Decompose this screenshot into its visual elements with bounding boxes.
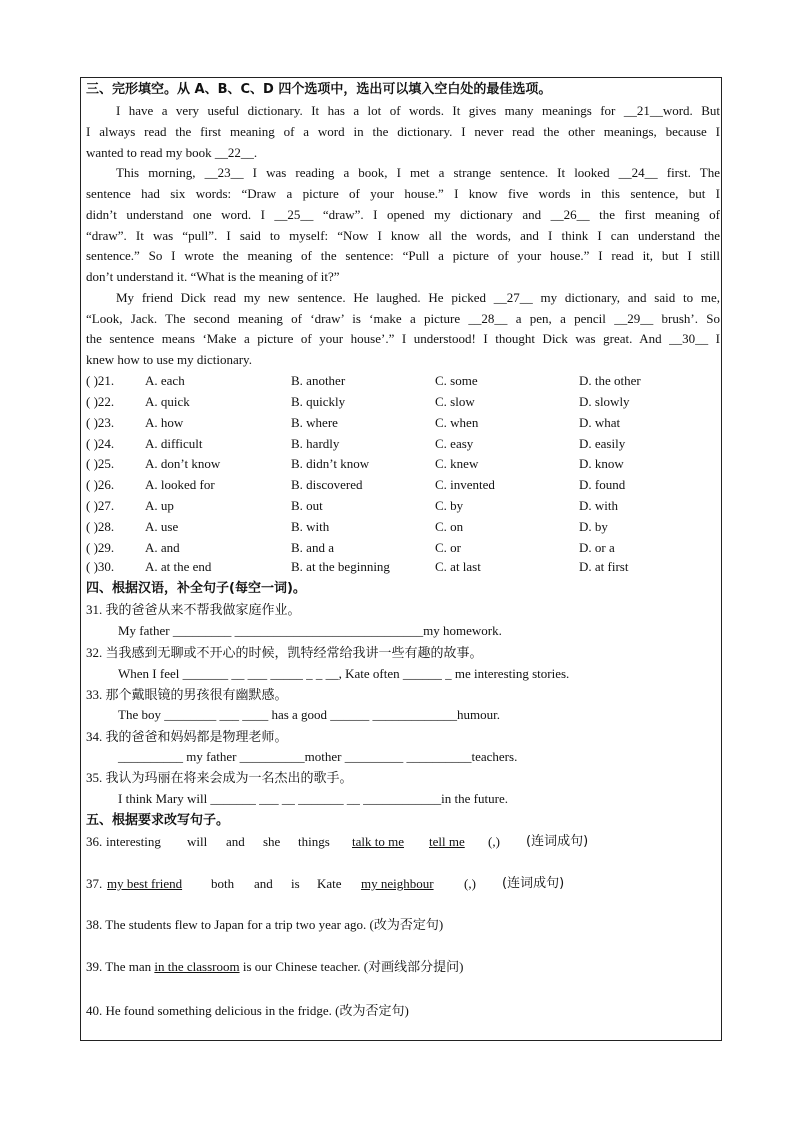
- answer-blank[interactable]: ( )28.: [86, 519, 115, 534]
- translation-answer-line[interactable]: My father _________ _____________________________my homework.: [118, 623, 502, 638]
- passage-line: I always read the first meaning of a word in the dictionary. I never read the other meanings, because I: [86, 124, 720, 139]
- option-a: A. don’t know: [145, 456, 221, 471]
- comma-hint: (,): [488, 834, 500, 849]
- option-row: [86, 394, 726, 410]
- option-c: C. at last: [435, 559, 481, 574]
- question-39-underlined: in the classroom: [154, 959, 240, 974]
- answer-blank[interactable]: ( )21.: [86, 373, 115, 388]
- translation-prompt: 33. 那个戴眼镜的男孩很有幽默感。: [86, 687, 288, 702]
- passage-line: didn’t understand one word. I __25__ “draw”. I opened my dictionary and __26__ the first meaning of: [86, 207, 720, 222]
- option-c: C. on: [435, 519, 464, 534]
- question-38: 38. The students flew to Japan for a trip two year ago. (改为否定句): [86, 917, 444, 932]
- option-b: B. and a: [291, 540, 334, 555]
- instruction-hint: (连词成句): [502, 876, 565, 891]
- option-c: C. easy: [435, 436, 474, 451]
- option-row: [86, 415, 726, 431]
- translation-answer-line[interactable]: __________ my father __________mother _________ __________teachers.: [118, 749, 518, 764]
- passage-line: This morning, __23__ I was reading a book, I met a strange sentence. It looked __24__ first. The: [116, 165, 720, 180]
- question-36: [86, 834, 726, 850]
- question-37: [86, 876, 726, 892]
- word-chip: interesting: [106, 834, 161, 849]
- option-d: D. found: [579, 477, 626, 492]
- option-d: D. at first: [579, 559, 629, 574]
- option-d: D. by: [579, 519, 608, 534]
- option-a: A. looked for: [145, 477, 215, 492]
- option-row: [86, 477, 726, 493]
- word-chip: and: [226, 834, 245, 849]
- section4-heading: 四、根据汉语，补全句子(每空一词)。: [86, 581, 306, 596]
- answer-blank[interactable]: ( )24.: [86, 436, 115, 451]
- answer-blank[interactable]: ( )27.: [86, 498, 115, 513]
- option-d: D. slowly: [579, 394, 630, 409]
- word-chip: Kate: [317, 876, 342, 891]
- option-a: A. each: [145, 373, 185, 388]
- option-d: D. easily: [579, 436, 626, 451]
- question-40: 40. He found something delicious in the fridge. (改为否定句): [86, 1003, 409, 1018]
- option-d: D. or a: [579, 540, 615, 555]
- passage-line: the sentence means ‘Make a picture of your house’.” I understood! I thought Dick was great. And __30__ I: [86, 331, 720, 346]
- question-39-pre: 39. The man: [86, 959, 155, 974]
- section5-heading: 五、根据要求改写句子。: [86, 813, 230, 828]
- translation-answer-line[interactable]: When I feel _______ __ ___ _____ _ _ __, Kate often ______ _ me interesting stories.: [118, 666, 570, 681]
- passage-line: sentence.” So I wrote the meaning of the sentence: “Pull a picture of your house.” I read it, but I still: [86, 248, 720, 263]
- option-b: B. hardly: [291, 436, 340, 451]
- option-a: A. quick: [145, 394, 190, 409]
- passage-line: sentence had six words: “Draw a picture of your house.” I know five words in this sentence, but I: [86, 186, 720, 201]
- comma-hint: (,): [464, 876, 476, 891]
- word-chip-underlined: tell me: [429, 834, 465, 849]
- question-39-post: is our Chinese teacher. (对画线部分提问): [239, 959, 464, 974]
- option-c: C. slow: [435, 394, 475, 409]
- word-chip-underlined: my best friend: [107, 876, 183, 891]
- option-c: C. invented: [435, 477, 495, 492]
- section3-heading: 三、完形填空。从 A、B、C、D 四个选项中，选出可以填入空白处的最佳选项。: [86, 82, 552, 97]
- option-c: C. or: [435, 540, 461, 555]
- option-c: C. some: [435, 373, 478, 388]
- translation-prompt: 32. 当我感到无聊或不开心的时候，凯特经常给我讲一些有趣的故事。: [86, 645, 483, 660]
- word-chip-underlined: talk to me: [352, 834, 404, 849]
- answer-blank[interactable]: ( )23.: [86, 415, 115, 430]
- option-row: [86, 436, 726, 452]
- option-a: A. up: [145, 498, 174, 513]
- option-row: [86, 559, 726, 575]
- option-d: D. with: [579, 498, 618, 513]
- word-chip: things: [298, 834, 330, 849]
- translation-prompt: 31. 我的爸爸从来不帮我做家庭作业。: [86, 602, 301, 617]
- option-b: B. with: [291, 519, 330, 534]
- option-a: A. use: [145, 519, 179, 534]
- answer-blank[interactable]: ( )29.: [86, 540, 115, 555]
- passage-line: wanted to read my book __22__.: [86, 145, 258, 160]
- translation-answer-line[interactable]: I think Mary will _______ ___ __ _______ __ ____________in the future.: [118, 791, 508, 806]
- passage-line: I have a very useful dictionary. It has a lot of words. It gives many meanings for __21__word. But: [116, 103, 720, 118]
- word-chip: and: [254, 876, 273, 891]
- word-chip: will: [187, 834, 208, 849]
- option-c: C. when: [435, 415, 479, 430]
- passage-line: “draw”. It was “pull”. I said to myself: “Now I know all the words, and I think I can understand the: [86, 228, 720, 243]
- option-row: [86, 519, 726, 535]
- option-b: B. at the beginning: [291, 559, 390, 574]
- option-c: C. knew: [435, 456, 479, 471]
- option-d: D. know: [579, 456, 624, 471]
- word-chip: she: [263, 834, 281, 849]
- translation-prompt: 35. 我认为玛丽在将来会成为一名杰出的歌手。: [86, 770, 353, 785]
- question-number: 36.: [86, 834, 103, 849]
- option-a: A. and: [145, 540, 180, 555]
- word-chip-underlined: my neighbour: [361, 876, 434, 891]
- word-chip: is: [291, 876, 300, 891]
- option-b: B. quickly: [291, 394, 346, 409]
- passage-line: don’t understand it. “What is the meaning of it?”: [86, 269, 340, 284]
- option-row: [86, 373, 726, 389]
- option-c: C. by: [435, 498, 464, 513]
- option-a: A. at the end: [145, 559, 212, 574]
- answer-blank[interactable]: ( )25.: [86, 456, 115, 471]
- question-number: 37.: [86, 876, 103, 891]
- option-a: A. how: [145, 415, 184, 430]
- passage-line: My friend Dick read my new sentence. He laughed. He picked __27__ my dictionary, and said to me,: [116, 290, 720, 305]
- option-b: B. discovered: [291, 477, 363, 492]
- option-a: A. difficult: [145, 436, 203, 451]
- translation-prompt: 34. 我的爸爸和妈妈都是物理老师。: [86, 729, 288, 744]
- option-d: D. the other: [579, 373, 641, 388]
- translation-answer-line[interactable]: The boy ________ ___ ____ has a good ______ _____________humour.: [118, 707, 501, 722]
- answer-blank[interactable]: ( )30.: [86, 559, 115, 574]
- option-row: [86, 540, 726, 556]
- answer-blank[interactable]: ( )26.: [86, 477, 115, 492]
- option-row: [86, 498, 726, 514]
- instruction-hint: (连词成句): [526, 834, 589, 849]
- option-b: B. where: [291, 415, 338, 430]
- word-chip: both: [211, 876, 235, 891]
- option-row: [86, 456, 726, 472]
- question-39: [86, 959, 720, 975]
- option-d: D. what: [579, 415, 621, 430]
- answer-blank[interactable]: ( )22.: [86, 394, 115, 409]
- option-b: B. out: [291, 498, 323, 513]
- option-b: B. another: [291, 373, 346, 388]
- passage-line: knew how to use my dictionary.: [86, 352, 252, 367]
- passage-line: “Look, Jack. The second meaning of ‘draw’ is ‘make a picture __28__ a pen, a pencil __29__ brush’. So: [86, 311, 720, 326]
- option-b: B. didn’t know: [291, 456, 370, 471]
